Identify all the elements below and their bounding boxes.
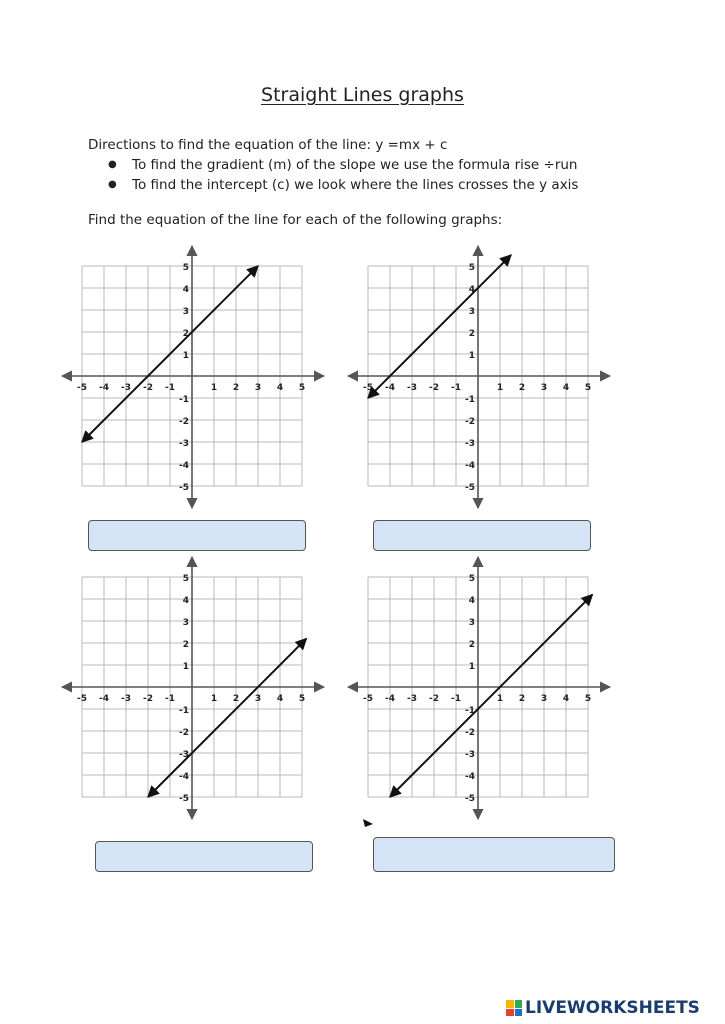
x-tick-label: 4: [562, 694, 570, 704]
answer-box-4[interactable]: [373, 837, 615, 872]
x-tick-label: 3: [254, 383, 262, 393]
x-tick-label: 3: [540, 694, 548, 704]
x-tick-label: -2: [429, 694, 439, 704]
y-tick-label: 2: [468, 329, 475, 339]
y-tick-label: -5: [179, 483, 189, 493]
y-tick-label: -5: [465, 794, 475, 804]
x-tick-label: 1: [210, 383, 218, 393]
y-tick-label: -5: [465, 483, 475, 493]
y-tick-label: -3: [465, 439, 475, 449]
x-tick-label: -4: [99, 383, 109, 393]
y-tick-label: 5: [182, 574, 189, 584]
y-tick-label: -4: [465, 461, 475, 471]
x-tick-label: -3: [407, 694, 417, 704]
stray-arrow-mark: [362, 818, 374, 828]
y-tick-label: 1: [182, 351, 189, 361]
liveworksheets-logo: [506, 998, 700, 1018]
y-tick-label: -5: [179, 794, 189, 804]
x-tick-label: -2: [143, 694, 153, 704]
x-tick-label: 4: [276, 383, 284, 393]
y-tick-label: -2: [465, 417, 475, 427]
x-tick-label: 2: [518, 694, 526, 704]
y-tick-label: 5: [468, 574, 475, 584]
x-tick-label: 4: [276, 694, 284, 704]
graph-line: [148, 639, 306, 797]
x-tick-label: -4: [99, 694, 109, 704]
directions-text: Directions to find the equation of the line: y =mx + c: [88, 137, 448, 153]
bullet-gradient: ● To find the gradient (m) of the slope we use the formula rise ÷run: [108, 155, 578, 175]
y-tick-label: -3: [179, 439, 189, 449]
graph-1: [58, 244, 330, 514]
y-tick-label: 4: [182, 285, 189, 295]
x-tick-label: -2: [143, 383, 153, 393]
y-tick-label: 3: [468, 307, 475, 317]
logo-text: LIVEWORKSHEETS: [525, 998, 700, 1018]
y-tick-label: -2: [179, 417, 189, 427]
x-tick-label: -5: [77, 694, 87, 704]
x-tick-label: 2: [232, 383, 240, 393]
x-tick-label: 4: [562, 383, 570, 393]
y-tick-label: -1: [465, 706, 475, 716]
x-tick-label: -1: [451, 694, 461, 704]
y-tick-label: 1: [468, 351, 475, 361]
x-tick-label: -2: [429, 383, 439, 393]
x-tick-label: -3: [121, 694, 131, 704]
y-tick-label: 4: [468, 285, 475, 295]
y-tick-label: 3: [182, 307, 189, 317]
y-tick-label: -2: [179, 728, 189, 738]
graph-4: [344, 555, 616, 827]
y-tick-label: 1: [468, 662, 475, 672]
x-tick-label: 5: [584, 383, 592, 393]
y-tick-label: -1: [179, 706, 189, 716]
answer-box-1[interactable]: [88, 520, 306, 551]
y-tick-label: 3: [468, 618, 475, 628]
x-tick-label: -1: [165, 383, 175, 393]
x-tick-label: 1: [496, 694, 504, 704]
x-tick-label: -5: [363, 383, 373, 393]
y-tick-label: 4: [182, 596, 189, 606]
x-tick-label: -5: [363, 694, 373, 704]
y-tick-label: 1: [182, 662, 189, 672]
x-tick-label: -1: [451, 383, 461, 393]
graph-2: [344, 244, 616, 514]
x-tick-label: 1: [496, 383, 504, 393]
y-tick-label: -2: [465, 728, 475, 738]
answer-box-3[interactable]: [95, 841, 313, 872]
y-tick-label: 3: [182, 618, 189, 628]
x-tick-label: 3: [254, 694, 262, 704]
instruction-text: Find the equation of the line for each of the following graphs:: [88, 212, 503, 228]
x-tick-label: -1: [165, 694, 175, 704]
y-tick-label: 2: [468, 640, 475, 650]
answer-box-2[interactable]: [373, 520, 591, 551]
y-tick-label: -1: [179, 395, 189, 405]
x-tick-label: 5: [298, 383, 306, 393]
y-tick-label: -1: [465, 395, 475, 405]
y-tick-label: -4: [465, 772, 475, 782]
y-tick-label: 5: [468, 263, 475, 273]
x-tick-label: -4: [385, 383, 395, 393]
y-tick-label: 5: [182, 263, 189, 273]
x-tick-label: 2: [232, 694, 240, 704]
directions-list: [108, 155, 578, 195]
x-tick-label: 3: [540, 383, 548, 393]
x-tick-label: -5: [77, 383, 87, 393]
bullet-intercept: ● To find the intercept (c) we look where the lines crosses the y axis: [108, 175, 578, 195]
page-title: Straight Lines graphs: [261, 84, 464, 106]
y-tick-label: 4: [468, 596, 475, 606]
y-tick-label: 2: [182, 329, 189, 339]
y-tick-label: -3: [465, 750, 475, 760]
graph-3: [58, 555, 330, 827]
x-tick-label: 1: [210, 694, 218, 704]
y-tick-label: -4: [179, 461, 189, 471]
x-tick-label: 2: [518, 383, 526, 393]
y-tick-label: -3: [179, 750, 189, 760]
x-tick-label: 5: [298, 694, 306, 704]
x-tick-label: -3: [407, 383, 417, 393]
y-tick-label: 2: [182, 640, 189, 650]
x-tick-label: -3: [121, 383, 131, 393]
x-tick-label: 5: [584, 694, 592, 704]
y-tick-label: -4: [179, 772, 189, 782]
logo-mark-icon: [506, 1000, 522, 1016]
x-tick-label: -4: [385, 694, 395, 704]
